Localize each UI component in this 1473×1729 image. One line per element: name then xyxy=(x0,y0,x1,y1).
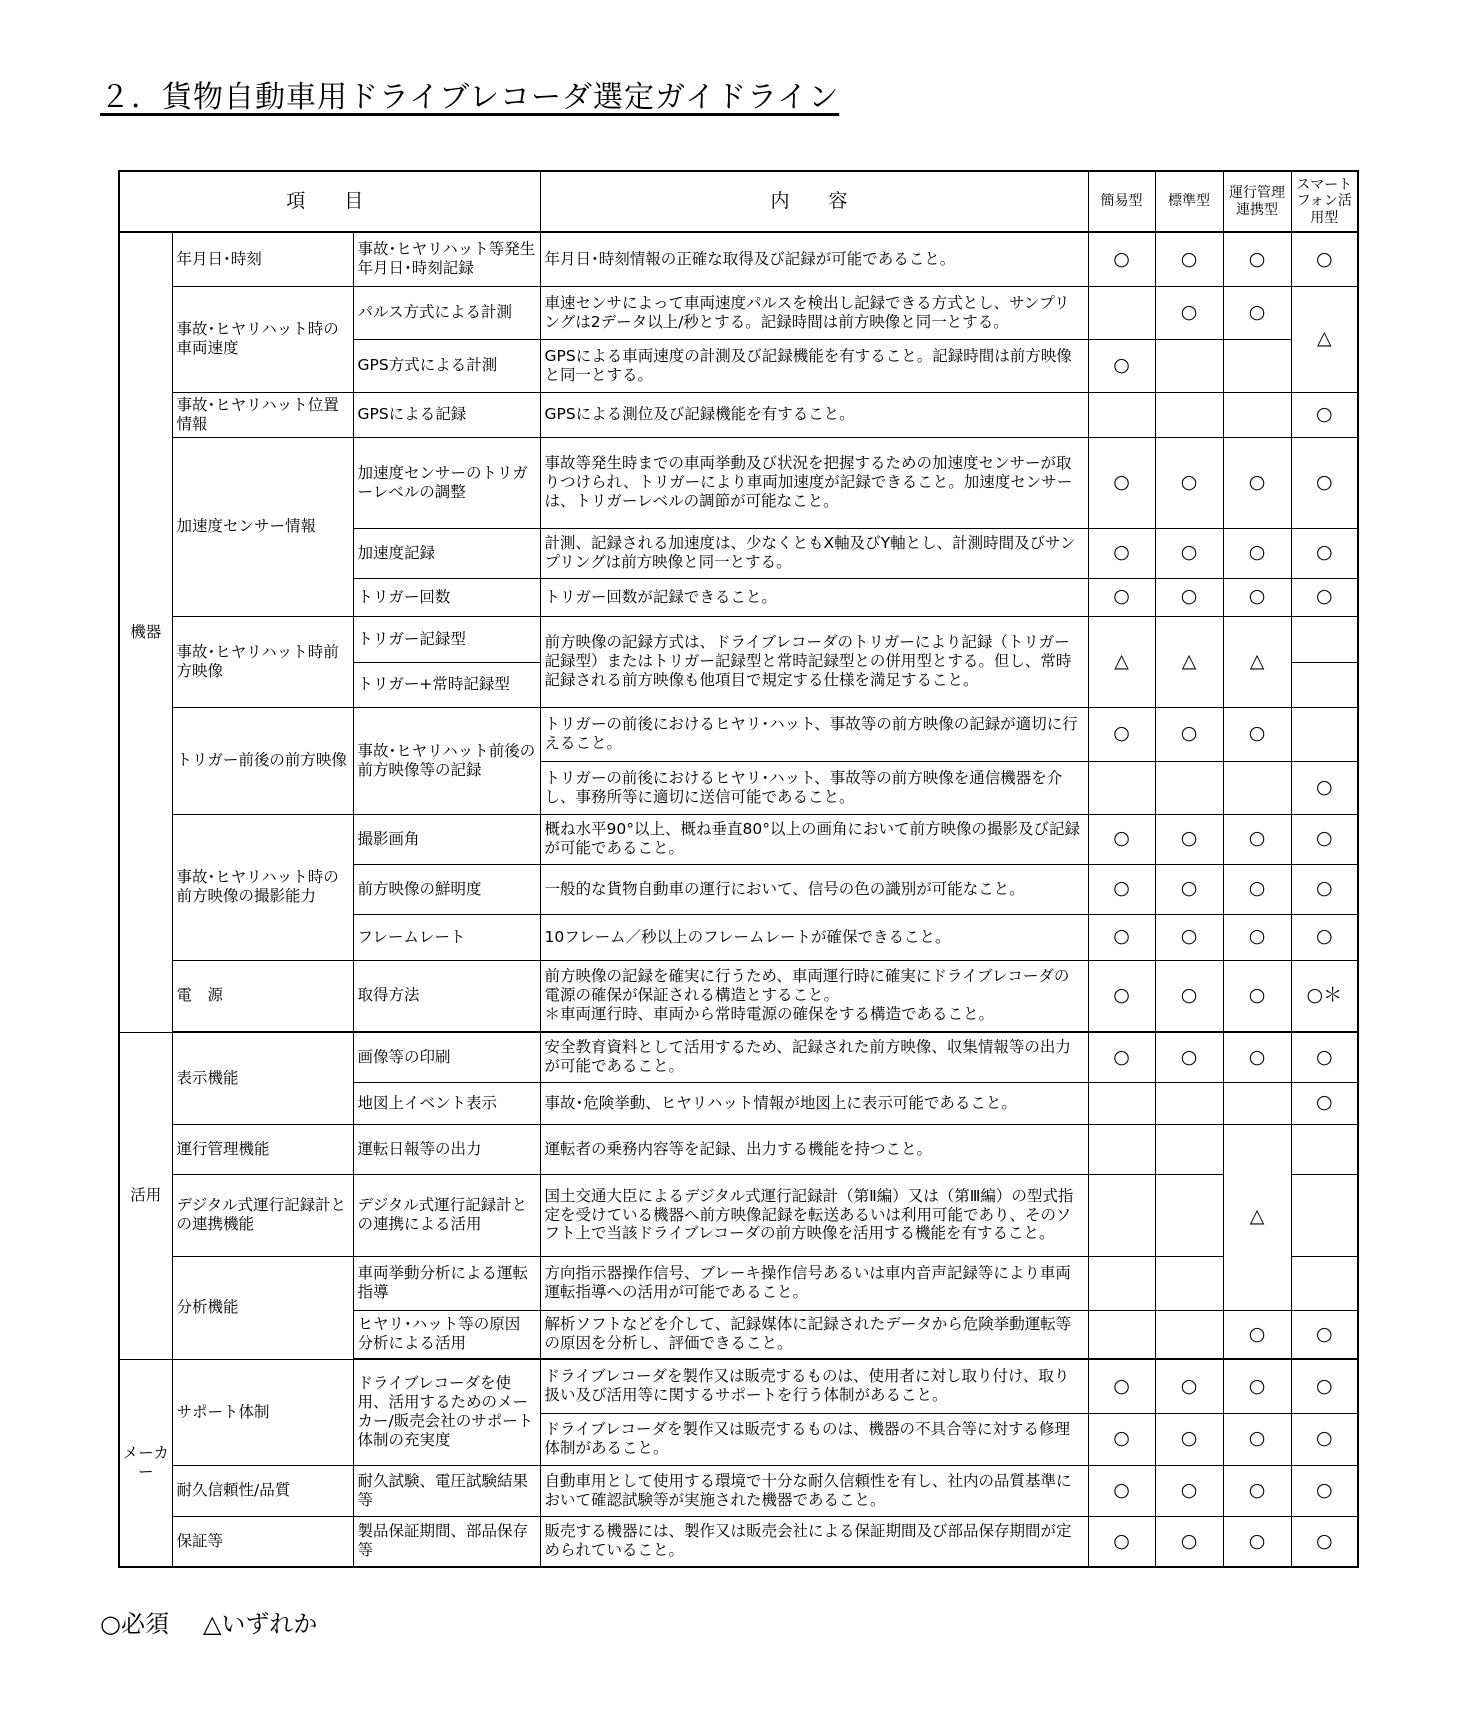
table-row xyxy=(119,707,1358,761)
mark-simple: ○ xyxy=(1088,1359,1155,1413)
mark-smart xyxy=(1291,707,1358,761)
mark-standard: ○ xyxy=(1155,232,1223,286)
mark-standard: ○ xyxy=(1155,578,1223,616)
mark-ops: ○ xyxy=(1223,960,1291,1032)
content-cell: GPSによる車両速度の計測及び記録機能を有すること。記録時間は前方映像と同一とする。 xyxy=(540,339,1088,392)
content-cell: GPSによる測位及び記録機能を有すること。 xyxy=(540,392,1088,437)
mark-smart: ○ xyxy=(1291,1032,1358,1082)
mark-ops: ○ xyxy=(1223,1465,1291,1516)
sub-cell: トリガー回数 xyxy=(353,578,540,616)
mark-ops: ○ xyxy=(1223,864,1291,914)
mark-standard xyxy=(1155,1124,1223,1174)
mark-smart: ○ xyxy=(1291,1082,1358,1124)
mark-simple: ○ xyxy=(1088,437,1155,528)
table-row xyxy=(119,232,1358,286)
mark-ops: ○ xyxy=(1223,232,1291,286)
sub-cell: 事故･ヒヤリハット前後の前方映像等の記録 xyxy=(353,707,540,814)
mark-standard xyxy=(1155,1082,1223,1124)
page-title: ２．貨物自動車用ドライブレコーダ選定ガイドライン xyxy=(100,80,840,115)
legend-either: △いずれか xyxy=(202,1610,318,1638)
sub-cell: パルス方式による計測 xyxy=(353,286,540,339)
legend-required: ○必須 xyxy=(100,1610,169,1638)
group-maker: メーカー xyxy=(119,1359,172,1567)
table-row xyxy=(119,1516,1358,1567)
mark-simple xyxy=(1088,761,1155,814)
table-row xyxy=(119,960,1358,1032)
mark-standard: ○ xyxy=(1155,814,1223,864)
mark-smart: ○ xyxy=(1291,814,1358,864)
table-row xyxy=(119,437,1358,528)
mark-simple xyxy=(1088,1174,1155,1256)
mark-ops xyxy=(1223,392,1291,437)
mark-simple: ○ xyxy=(1088,1516,1155,1567)
mark-smart: ○＊ xyxy=(1291,960,1358,1032)
mark-simple xyxy=(1088,1082,1155,1124)
item-cell: 事故･ヒヤリハット位置情報 xyxy=(172,392,353,437)
sub-cell: デジタル式運行記録計との連携による活用 xyxy=(353,1174,540,1256)
mark-smart: ○ xyxy=(1291,864,1358,914)
item-cell: 年月日･時刻 xyxy=(172,232,353,286)
mark-smart xyxy=(1291,1174,1358,1256)
content-cell: 事故･危険挙動、ヒヤリハット情報が地図上に表示可能であること。 xyxy=(540,1082,1088,1124)
mark-ops: ○ xyxy=(1223,1516,1291,1567)
mark-ops: ○ xyxy=(1223,1032,1291,1082)
table-row xyxy=(119,1124,1358,1174)
content-cell: 国土交通大臣によるデジタル式運行記録計（第Ⅱ編）又は（第Ⅲ編）の型式指定を受けている機器へ前方映像記録を転送あるいは利用可能であり、そのソフト上で当該ドライブレコーダの前方映像を活用する機能を有すること。 xyxy=(540,1174,1088,1256)
header-smart: スマートフォン活用型 xyxy=(1291,171,1358,232)
content-cell: トリガーの前後におけるヒヤリ･ハット、事故等の前方映像を通信機器を介し、事務所等に適切に送信可能であること。 xyxy=(540,761,1088,814)
mark-simple xyxy=(1088,1310,1155,1359)
mark-smart: ○ xyxy=(1291,1413,1358,1465)
header-content: 内 容 xyxy=(540,171,1088,232)
mark-ops: ○ xyxy=(1223,707,1291,761)
table-row xyxy=(119,392,1358,437)
mark-simple: ○ xyxy=(1088,1032,1155,1082)
item-cell: トリガー前後の前方映像 xyxy=(172,707,353,814)
header-standard: 標準型 xyxy=(1155,171,1223,232)
item-cell: サポート体制 xyxy=(172,1359,353,1465)
item-cell: 運行管理機能 xyxy=(172,1124,353,1174)
mark-standard: ○ xyxy=(1155,914,1223,960)
mark-simple: ○ xyxy=(1088,232,1155,286)
sub-cell: 取得方法 xyxy=(353,960,540,1032)
content-cell: 年月日･時刻情報の正確な取得及び記録が可能であること。 xyxy=(540,232,1088,286)
mark-standard: △ xyxy=(1155,616,1223,707)
mark-standard: ○ xyxy=(1155,707,1223,761)
header-row xyxy=(119,171,1358,232)
mark-standard: ○ xyxy=(1155,286,1223,339)
mark-standard: ○ xyxy=(1155,960,1223,1032)
mark-smart xyxy=(1291,662,1358,707)
mark-simple: ○ xyxy=(1088,1413,1155,1465)
guideline-table xyxy=(118,170,1359,1568)
header-item: 項 目 xyxy=(119,171,540,232)
mark-smart: ○ xyxy=(1291,578,1358,616)
mark-ops: ○ xyxy=(1223,814,1291,864)
mark-smart: ○ xyxy=(1291,528,1358,578)
mark-standard xyxy=(1155,761,1223,814)
mark-ops: △ xyxy=(1223,616,1291,707)
mark-simple: ○ xyxy=(1088,1465,1155,1516)
group-katsuyo: 活用 xyxy=(119,1032,172,1359)
mark-standard: ○ xyxy=(1155,1359,1223,1413)
mark-ops: ○ xyxy=(1223,437,1291,528)
content-cell: 前方映像の記録方式は、ドライブレコーダのトリガーにより記録（トリガー記録型）またはトリガー記録型と常時記録型との併用型とする。但し、常時記録される前方映像も他項目で規定する仕様を満足すること。 xyxy=(540,616,1088,707)
mark-ops: △ xyxy=(1223,1124,1291,1310)
table-row xyxy=(119,1359,1358,1413)
content-cell: ドライブレコーダを製作又は販売するものは、使用者に対し取り付け、取り扱い及び活用等に関するサポートを行う体制があること。 xyxy=(540,1359,1088,1413)
item-cell: 保証等 xyxy=(172,1516,353,1567)
header-ops: 運行管理連携型 xyxy=(1223,171,1291,232)
content-cell: 安全教育資料として活用するため、記録された前方映像、収集情報等の出力が可能であること。 xyxy=(540,1032,1088,1082)
mark-smart: ○ xyxy=(1291,914,1358,960)
sub-cell: トリガー記録型 xyxy=(353,616,540,662)
sub-cell: 撮影画角 xyxy=(353,814,540,864)
mark-ops: ○ xyxy=(1223,1359,1291,1413)
mark-standard: ○ xyxy=(1155,864,1223,914)
mark-simple: ○ xyxy=(1088,578,1155,616)
mark-standard: ○ xyxy=(1155,528,1223,578)
mark-smart: ○ xyxy=(1291,232,1358,286)
mark-smart: ○ xyxy=(1291,1465,1358,1516)
sub-cell: 画像等の印刷 xyxy=(353,1032,540,1082)
mark-ops xyxy=(1223,761,1291,814)
mark-standard: ○ xyxy=(1155,1516,1223,1567)
mark-simple: △ xyxy=(1088,616,1155,707)
mark-ops: ○ xyxy=(1223,914,1291,960)
item-cell: 事故･ヒヤリハット時の車両速度 xyxy=(172,286,353,392)
mark-simple: ○ xyxy=(1088,914,1155,960)
mark-smart: △ xyxy=(1291,286,1358,392)
item-cell: 加速度センサー情報 xyxy=(172,437,353,616)
mark-ops xyxy=(1223,1082,1291,1124)
item-cell: 分析機能 xyxy=(172,1256,353,1359)
mark-smart: ○ xyxy=(1291,761,1358,814)
mark-simple xyxy=(1088,286,1155,339)
sub-cell: 耐久試験、電圧試験結果等 xyxy=(353,1465,540,1516)
item-cell: 耐久信頼性/品質 xyxy=(172,1465,353,1516)
mark-simple: ○ xyxy=(1088,339,1155,392)
content-cell: トリガーの前後におけるヒヤリ･ハット、事故等の前方映像の記録が適切に行えること。 xyxy=(540,707,1088,761)
sub-cell: フレームレート xyxy=(353,914,540,960)
table-row xyxy=(119,1032,1358,1082)
mark-standard xyxy=(1155,392,1223,437)
mark-simple xyxy=(1088,1256,1155,1310)
mark-smart: ○ xyxy=(1291,1359,1358,1413)
content-cell: 方向指示器操作信号、ブレーキ操作信号あるいは車内音声記録等により車両運転指導への活用が可能であること。 xyxy=(540,1256,1088,1310)
table-row xyxy=(119,1465,1358,1516)
sub-cell: 車両挙動分析による運転指導 xyxy=(353,1256,540,1310)
sub-cell: ヒヤリ･ハット等の原因分析による活用 xyxy=(353,1310,540,1359)
content-cell: 解析ソフトなどを介して、記録媒体に記録されたデータから危険挙動運転等の原因を分析し、評価できること。 xyxy=(540,1310,1088,1359)
mark-standard: ○ xyxy=(1155,1032,1223,1082)
content-cell: 前方映像の記録を確実に行うため、車両運行時に確実にドライブレコーダの電源の確保が保証される構造とすること。 ＊車両運行時、車両から常時電源の確保をする構造であること。 xyxy=(540,960,1088,1032)
mark-smart xyxy=(1291,616,1358,662)
header-simple: 簡易型 xyxy=(1088,171,1155,232)
content-cell: 販売する機器には、製作又は販売会社による保証期間及び部品保存期間が定められていること。 xyxy=(540,1516,1088,1567)
mark-simple: ○ xyxy=(1088,707,1155,761)
table-row xyxy=(119,1174,1358,1256)
sub-cell: トリガー+常時記録型 xyxy=(353,662,540,707)
content-cell: 運転者の乗務内容等を記録、出力する機能を持つこと。 xyxy=(540,1124,1088,1174)
mark-standard xyxy=(1155,1174,1223,1256)
item-cell: 電 源 xyxy=(172,960,353,1032)
content-cell: 概ね水平90°以上、概ね垂直80°以上の画角において前方映像の撮影及び記録が可能であること。 xyxy=(540,814,1088,864)
item-cell: デジタル式運行記録計との連携機能 xyxy=(172,1174,353,1256)
mark-simple: ○ xyxy=(1088,864,1155,914)
legend xyxy=(100,1604,317,1639)
item-cell: 事故･ヒヤリハット時の前方映像の撮影能力 xyxy=(172,814,353,960)
content-cell: 事故等発生時までの車両挙動及び状況を把握するための加速度センサーが取りつけられ、トリガーにより車両加速度が記録できること。加速度センサーは、トリガーレベルの調節が可能なこと。 xyxy=(540,437,1088,528)
sub-cell: 前方映像の鮮明度 xyxy=(353,864,540,914)
item-cell: 事故･ヒヤリハット時前方映像 xyxy=(172,616,353,707)
item-cell: 表示機能 xyxy=(172,1032,353,1124)
mark-simple xyxy=(1088,1124,1155,1174)
table-row xyxy=(119,1256,1358,1310)
sub-cell: 地図上イベント表示 xyxy=(353,1082,540,1124)
content-cell: 10フレーム／秒以上のフレームレートが確保できること。 xyxy=(540,914,1088,960)
table-row xyxy=(119,616,1358,662)
mark-standard xyxy=(1155,1256,1223,1310)
mark-simple xyxy=(1088,392,1155,437)
mark-standard xyxy=(1155,339,1223,392)
mark-ops xyxy=(1223,339,1291,392)
mark-smart: ○ xyxy=(1291,1310,1358,1359)
mark-standard: ○ xyxy=(1155,437,1223,528)
sub-cell: GPS方式による計測 xyxy=(353,339,540,392)
content-cell: 自動車用として使用する環境で十分な耐久信頼性を有し、社内の品質基準において確認試験等が実施された機器であること。 xyxy=(540,1465,1088,1516)
sub-cell: ドライブレコーダを使用、活用するためのメーカー/販売会社のサポート体制の充実度 xyxy=(353,1359,540,1465)
mark-standard: ○ xyxy=(1155,1465,1223,1516)
content-cell: 車速センサによって車両速度パルスを検出し記録できる方式とし、サンプリングは2データ以上/秒とする。記録時間は前方映像と同一とする。 xyxy=(540,286,1088,339)
sub-cell: 加速度センサーのトリガーレベルの調整 xyxy=(353,437,540,528)
content-cell: トリガー回数が記録できること。 xyxy=(540,578,1088,616)
mark-ops: ○ xyxy=(1223,1310,1291,1359)
content-cell: ドライブレコーダを製作又は販売するものは、機器の不具合等に対する修理体制があること。 xyxy=(540,1413,1088,1465)
mark-smart: ○ xyxy=(1291,437,1358,528)
mark-smart: ○ xyxy=(1291,1516,1358,1567)
group-kiki: 機器 xyxy=(119,232,172,1032)
mark-smart: ○ xyxy=(1291,392,1358,437)
table-row xyxy=(119,286,1358,339)
mark-simple: ○ xyxy=(1088,960,1155,1032)
sub-cell: 事故･ヒヤリハット等発生年月日･時刻記録 xyxy=(353,232,540,286)
mark-smart xyxy=(1291,1256,1358,1310)
mark-ops: ○ xyxy=(1223,578,1291,616)
content-cell: 計測、記録される加速度は、少なくともX軸及びY軸とし、計測時間及びサンプリングは前方映像と同一とする。 xyxy=(540,528,1088,578)
mark-ops: ○ xyxy=(1223,286,1291,339)
sub-cell: 加速度記録 xyxy=(353,528,540,578)
content-cell: 一般的な貨物自動車の運行において、信号の色の識別が可能なこと。 xyxy=(540,864,1088,914)
mark-smart xyxy=(1291,1124,1358,1174)
mark-standard xyxy=(1155,1310,1223,1359)
mark-ops: ○ xyxy=(1223,1413,1291,1465)
sub-cell: 製品保証期間、部品保存等 xyxy=(353,1516,540,1567)
mark-simple: ○ xyxy=(1088,814,1155,864)
sub-cell: GPSによる記録 xyxy=(353,392,540,437)
mark-ops: ○ xyxy=(1223,528,1291,578)
table-row xyxy=(119,814,1358,864)
sub-cell: 運転日報等の出力 xyxy=(353,1124,540,1174)
mark-simple: ○ xyxy=(1088,528,1155,578)
mark-standard: ○ xyxy=(1155,1413,1223,1465)
